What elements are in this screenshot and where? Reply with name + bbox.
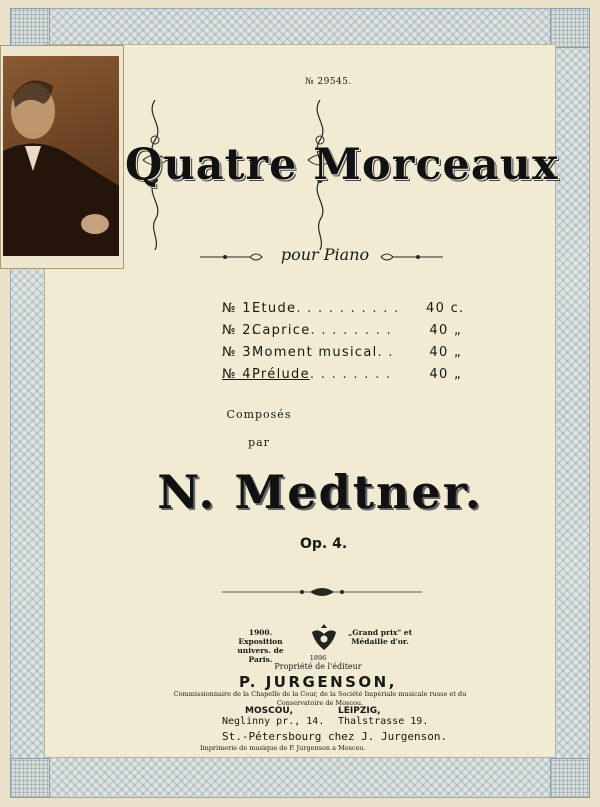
city-moscow: MOSCOU, bbox=[245, 706, 294, 716]
city-leipzig: LEIPZIG, bbox=[338, 706, 381, 716]
address-leipzig: Thalstrasse 19. bbox=[338, 716, 429, 727]
printer-line: Imprimerie de musique de P. Jurgenson a Moscou. bbox=[200, 744, 366, 752]
st-petersburg-line: St.-Pétersbourg chez J. Jurgenson. bbox=[222, 730, 448, 743]
divider-ornament bbox=[222, 584, 422, 600]
catalog-number: № 29545. bbox=[305, 77, 352, 87]
piece-entry bbox=[222, 345, 462, 367]
piece-number: № 3. bbox=[222, 345, 258, 360]
work-title: Quatre Morceaux bbox=[125, 140, 559, 190]
right-flourish-icon bbox=[378, 251, 443, 263]
piece-name: Moment musical bbox=[252, 345, 378, 360]
instrument-subtitle: pour Piano bbox=[280, 245, 370, 264]
piece-number: № 2. bbox=[222, 323, 258, 338]
leader-dots: . . . . . . . . . . bbox=[296, 301, 400, 316]
composed-label: Composés bbox=[226, 408, 292, 421]
left-flourish-icon bbox=[200, 251, 265, 263]
leader-dots: . . . . . . . . bbox=[309, 367, 392, 382]
leader-dots: . . . . . . . . bbox=[310, 323, 392, 338]
piece-name: Caprice bbox=[252, 323, 311, 338]
award-left: 1900. Exposition univers. de Paris. bbox=[237, 628, 284, 664]
corner-ornament bbox=[10, 758, 50, 798]
imprint-year: 1896 bbox=[309, 654, 327, 662]
piece-price: 40 c. bbox=[426, 301, 465, 316]
piece-entry bbox=[222, 301, 465, 323]
corner-ornament bbox=[550, 8, 590, 48]
piece-number: № 1. bbox=[222, 301, 258, 316]
subtitle-row bbox=[200, 243, 440, 269]
piece-price: 40 „ bbox=[429, 345, 462, 360]
piece-price: 40 „ bbox=[429, 367, 462, 382]
composer-name: N. Medtner. bbox=[157, 465, 483, 519]
award-right: „Grand prix" et Médaille d'or. bbox=[347, 628, 413, 646]
corner-ornament bbox=[550, 758, 590, 798]
publisher-name: P. JURGENSON, bbox=[239, 673, 397, 691]
leader-dots: . . bbox=[377, 345, 394, 360]
piece-entry bbox=[222, 323, 462, 345]
par-label: par bbox=[248, 436, 270, 449]
imperial-eagle-icon bbox=[310, 622, 338, 654]
piece-entry-selected bbox=[222, 367, 462, 389]
piece-list bbox=[222, 301, 465, 389]
piece-name: Prélude bbox=[252, 367, 310, 382]
address-moscow: Neglinny pr., 14. bbox=[222, 716, 325, 727]
commission-text: Commissionnaire de la Chapelle de la Cour, de la Société Impériale musicale russe et du Conservatoire de Moscou. bbox=[173, 690, 467, 707]
piece-name: Etude bbox=[252, 301, 297, 316]
piece-number: № 4. bbox=[222, 367, 258, 382]
composer-portrait bbox=[0, 45, 124, 269]
proprietor-line: Propriété de l'éditeur bbox=[274, 662, 362, 671]
portrait-figure-icon bbox=[3, 56, 119, 256]
corner-ornament bbox=[10, 8, 50, 48]
opus-number: Op. 4. bbox=[300, 536, 348, 552]
piece-price: 40 „ bbox=[429, 323, 462, 338]
